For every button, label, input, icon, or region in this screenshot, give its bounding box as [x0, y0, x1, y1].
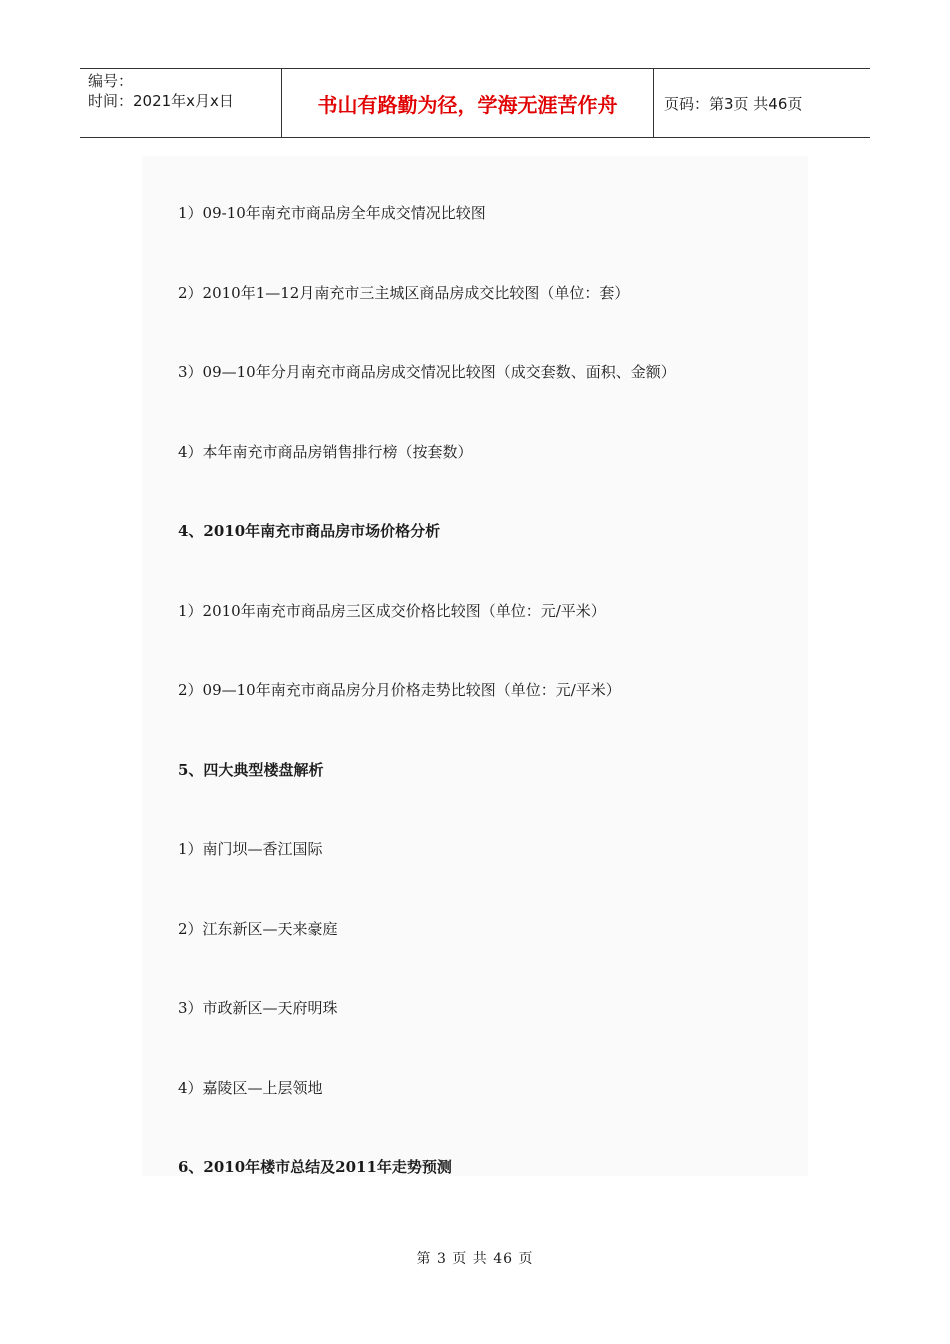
list-item: 1）09-10年南充市商品房全年成交情况比较图 [178, 204, 486, 222]
list-item: 1）南门坝—香江国际 [178, 840, 323, 858]
content-area [142, 156, 808, 1176]
list-item: 3）市政新区—天府明珠 [178, 999, 338, 1017]
header-left-cell [80, 69, 282, 137]
page-header [80, 68, 870, 138]
list-item: 2）09—10年南充市商品房分月价格走势比较图（单位：元/平米） [178, 681, 621, 699]
list-item: 2）2010年1—12月南充市三主城区商品房成交比较图（单位：套） [178, 284, 630, 302]
section-heading: 6、2010年楼市总结及2011年走势预测 [178, 1158, 452, 1176]
section-heading: 4、2010年南充市商品房市场价格分析 [178, 522, 441, 540]
list-item: 2）江东新区—天来豪庭 [178, 920, 338, 938]
header-motto: 书山有路勤为径，学海无涯苦作舟 [282, 69, 654, 137]
header-page-info: 页码：第3页 共46页 [664, 94, 803, 113]
list-item: 3）09—10年分月南充市商品房成交情况比较图（成交套数、面积、金额） [178, 363, 676, 381]
list-item: 4）本年南充市商品房销售排行榜（按套数） [178, 443, 473, 461]
number-label: 编号： [88, 72, 134, 90]
section-heading: 5、四大典型楼盘解析 [178, 761, 324, 779]
list-item: 1）2010年南充市商品房三区成交价格比较图（单位：元/平米） [178, 602, 606, 620]
list-item: 4）嘉陵区—上层领地 [178, 1079, 323, 1097]
page-footer: 第 3 页 共 46 页 [416, 1251, 534, 1267]
time-label: 时间：2021年x月x日 [88, 92, 234, 110]
